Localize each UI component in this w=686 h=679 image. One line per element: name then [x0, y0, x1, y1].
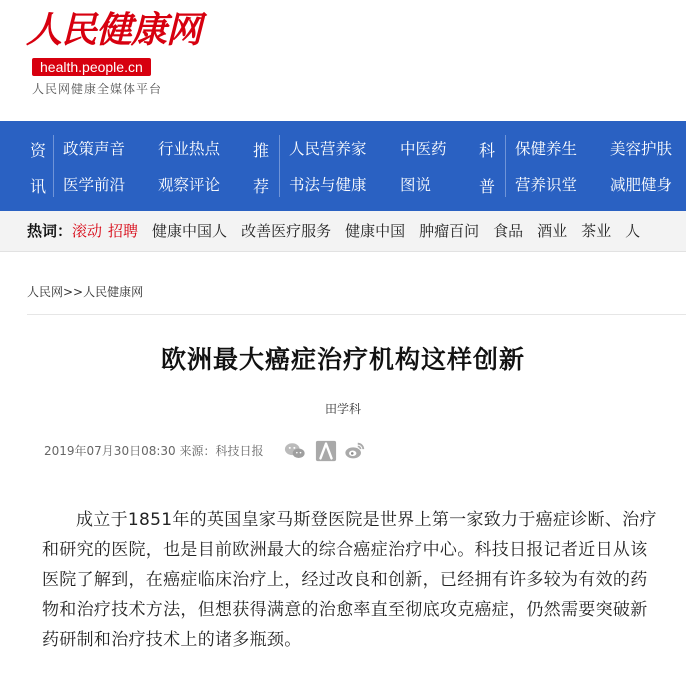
nav-divider: [53, 135, 54, 197]
breadcrumb[interactable]: 人民网>>人民健康网: [27, 285, 144, 299]
logo-domain: health.people.cn: [32, 58, 151, 76]
article-source[interactable]: 科技日报: [215, 444, 264, 458]
hot-link[interactable]: 食品: [493, 222, 524, 240]
article-meta: [44, 442, 264, 459]
nav-link-pictures[interactable]: 图说: [400, 176, 432, 194]
weibo-icon[interactable]: [344, 440, 366, 462]
nav-link-medical-frontier[interactable]: 医学前沿: [63, 176, 126, 194]
nav-link-health-care[interactable]: 保健养生: [515, 140, 578, 158]
nav-link-nutritionist[interactable]: 人民营养家: [289, 140, 367, 158]
hot-words-bar: [0, 211, 686, 252]
nav-divider: [505, 135, 506, 197]
hot-link-jobs[interactable]: 招聘: [108, 222, 139, 240]
article-title: 欧洲最大癌症治疗机构这样创新: [160, 345, 525, 374]
nav-link-fitness[interactable]: 减肥健身: [610, 176, 673, 194]
nav-link-tcm[interactable]: 中医药: [400, 140, 447, 158]
nav-link-beauty[interactable]: 美容护肤: [610, 140, 673, 158]
logo-slogan: 人民网健康全媒体平台: [32, 82, 163, 96]
article-date: 2019年07月30日08:30: [44, 444, 176, 458]
main-nav: [0, 121, 686, 211]
nav-section-label: 资 讯: [29, 141, 46, 196]
article-body: 成立于1851年的英国皇家马斯登医院是世界上第一家致力于癌症诊断、治疗和研究的医院，也是目前欧洲最大的综合癌症治疗中心。科技日报记者近日从该医院了解到，在癌症临床治疗上，经过改良和创新，已经拥有许多较为有效的药物和治疗技术方法，但想获得满意的治愈率直至彻底攻克癌症，仍然需要突破新药研制和治疗技术上的诸多瓶颈。: [42, 510, 657, 650]
nav-link-commentary[interactable]: 观察评论: [158, 176, 221, 194]
hot-link[interactable]: 茶业: [581, 222, 612, 240]
nav-link-calligraphy[interactable]: 书法与健康: [289, 176, 367, 194]
hot-link[interactable]: 肿瘤百问: [419, 222, 480, 240]
nav-link-policy[interactable]: 政策声音: [63, 140, 126, 158]
logo-text: 人民健康网: [26, 9, 202, 51]
article-author: 田学科: [324, 402, 361, 416]
nav-divider: [279, 135, 280, 197]
nav-link-industry[interactable]: 行业热点: [158, 140, 221, 158]
hot-link[interactable]: 酒业: [537, 222, 568, 240]
site-logo[interactable]: [26, 8, 216, 97]
source-label: 来源：: [179, 444, 216, 458]
divider: [27, 314, 686, 315]
hot-link[interactable]: 人: [625, 222, 641, 240]
people-icon[interactable]: [315, 440, 337, 462]
nav-link-nutrition-class[interactable]: 营养识堂: [515, 176, 578, 194]
hot-words-label: 热词：: [27, 222, 73, 240]
wechat-icon[interactable]: [284, 440, 306, 462]
hot-link[interactable]: 健康中国人: [152, 222, 228, 240]
nav-section-label: 科 普: [478, 141, 495, 196]
hot-link[interactable]: 健康中国: [345, 222, 406, 240]
nav-section-label: 推 荐: [252, 141, 269, 196]
hot-link-scroll[interactable]: 滚动: [72, 222, 103, 240]
hot-link[interactable]: 改善医疗服务: [241, 222, 332, 240]
